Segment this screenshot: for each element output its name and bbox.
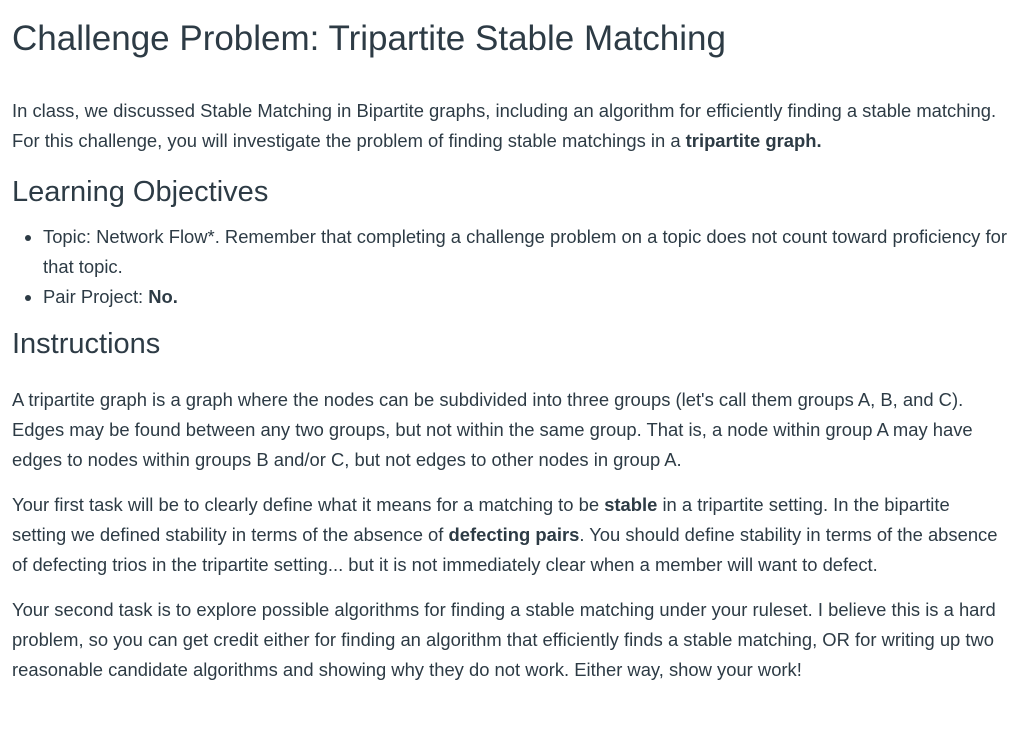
- p2-text-3: . You should define stability in terms of the absence of defecting trios in the tripartite setting... but it is not immediately clear when a member will want to defect.: [12, 524, 998, 575]
- p2-bold-stable: stable: [604, 494, 658, 515]
- p2-text-1: Your first task will be to clearly define what it means for a matching to be: [12, 494, 605, 515]
- instructions-paragraph-1: A tripartite graph is a graph where the nodes can be subdivided into three groups (let's call them groups A, B, and C). Edges may be found between any two groups, but not within the same group. That is, a node within group A may have edges to nodes within groups B and/or C, but not edges to other nodes in group A.: [12, 389, 973, 470]
- instructions-paragraph-2: [12, 490, 1007, 580]
- objective-pair-text: Pair Project:: [43, 286, 149, 307]
- intro-bold: tripartite graph.: [685, 130, 822, 151]
- list-item: [43, 282, 1007, 312]
- objective-topic-text: Topic: Network Flow*. Remember that completing a challenge problem on a topic does not count toward proficiency for that topic.: [43, 226, 1007, 277]
- list-item: [43, 222, 1007, 282]
- page-title: Challenge Problem: Tripartite Stable Matching: [12, 19, 726, 58]
- instructions-paragraph-3: Your second task is to explore possible algorithms for finding a stable matching under your ruleset. I believe this is a hard problem, so you can get credit either for finding an algorithm that efficiently finds a stable matching, OR for writing up two reasonable candidate algorithms and showing why they do not work. Either way, show your work!: [12, 599, 996, 680]
- intro-paragraph: [12, 96, 1007, 156]
- p2-bold-defecting-pairs: defecting pairs: [448, 524, 580, 545]
- learning-objectives-list: [12, 222, 1007, 312]
- p2-text-2: in a tripartite setting. In the bipartite setting we defined stability in terms of the absence of: [12, 494, 950, 545]
- learning-objectives-heading: Learning Objectives: [12, 176, 269, 208]
- intro-text: In class, we discussed Stable Matching in Bipartite graphs, including an algorithm for efficiently finding a stable matching. For this challenge, you will investigate the problem of finding stable matchings in a: [12, 100, 997, 151]
- instructions-heading: Instructions: [12, 328, 161, 360]
- objective-pair-value: No.: [148, 286, 178, 307]
